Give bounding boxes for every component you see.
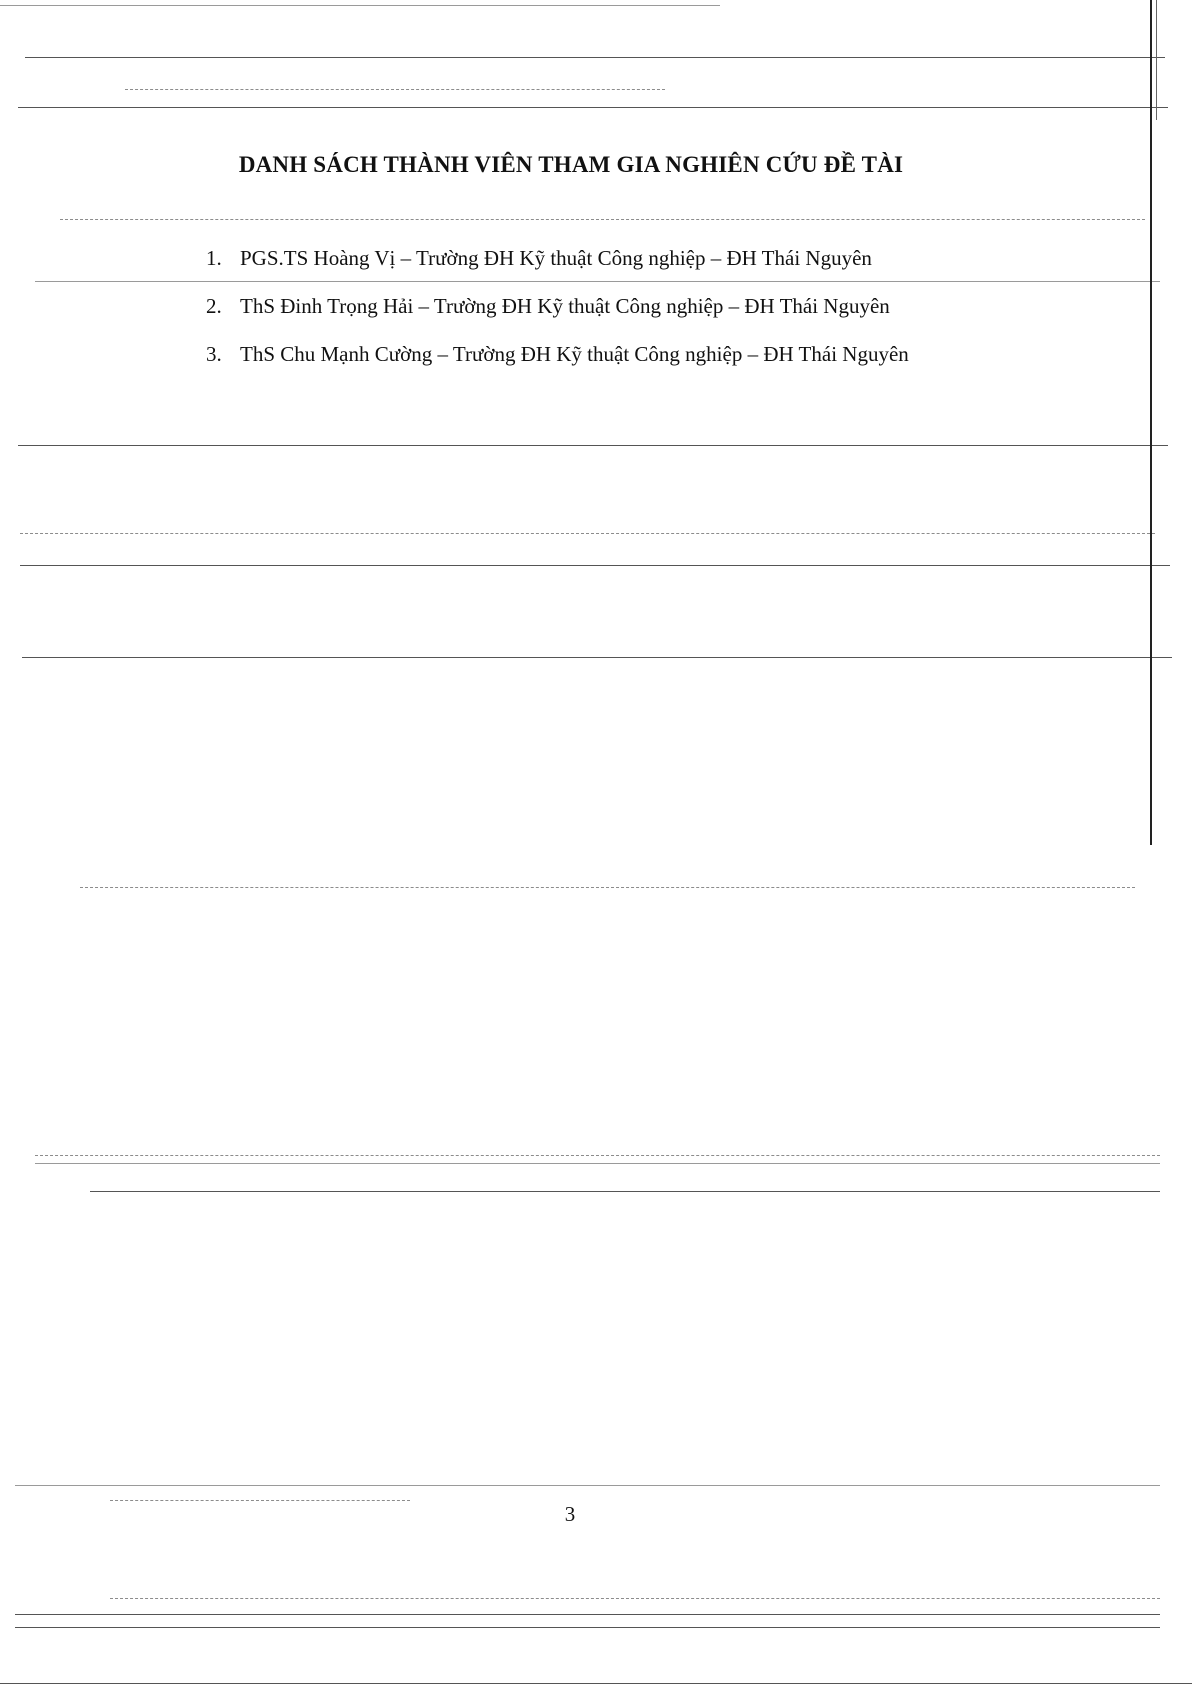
document-title-text: DANH SÁCH THÀNH VIÊN THAM GIA NGHIÊN CỨU ĐỀ TÀI (238, 152, 904, 177)
list-item (206, 294, 909, 342)
scan-line (22, 657, 1172, 658)
scan-edge-bar (1156, 0, 1157, 120)
scan-line (110, 1598, 1160, 1599)
page-number-text: 3 (564, 1502, 576, 1526)
scan-line (110, 1500, 410, 1501)
scan-line (80, 887, 1135, 888)
scan-line (15, 1614, 1160, 1615)
list-item (206, 246, 909, 294)
member-list (206, 246, 909, 390)
list-item-number: 3. (206, 342, 222, 366)
list-item-number: 1. (206, 246, 222, 270)
scan-line (18, 445, 1168, 446)
scan-line (15, 1485, 1160, 1486)
scan-edge-bar (1150, 0, 1152, 845)
list-item-number: 2. (206, 294, 222, 318)
scan-line (35, 1163, 1160, 1164)
scan-line (35, 1155, 1160, 1156)
scan-line (0, 5, 720, 6)
scan-line (20, 533, 1155, 534)
scan-line (25, 57, 1165, 58)
scan-line (90, 1191, 1160, 1192)
scan-line (20, 565, 1170, 566)
scan-line (18, 107, 1168, 108)
scan-line (15, 1627, 1160, 1628)
scan-line (60, 219, 1145, 220)
scan-line (0, 1683, 1192, 1684)
list-item-text: PGS.TS Hoàng Vị – Trường ĐH Kỹ thuật Công nghiệp – ĐH Thái Nguyên (240, 246, 872, 270)
page-number (0, 1502, 1192, 1527)
list-item-text: ThS Chu Mạnh Cường – Trường ĐH Kỹ thuật Công nghiệp – ĐH Thái Nguyên (240, 342, 909, 366)
document-title (0, 152, 1192, 178)
scan-line (125, 89, 665, 90)
list-item (206, 342, 909, 390)
list-item-text: ThS Đinh Trọng Hải – Trường ĐH Kỹ thuật Công nghiệp – ĐH Thái Nguyên (240, 294, 890, 318)
